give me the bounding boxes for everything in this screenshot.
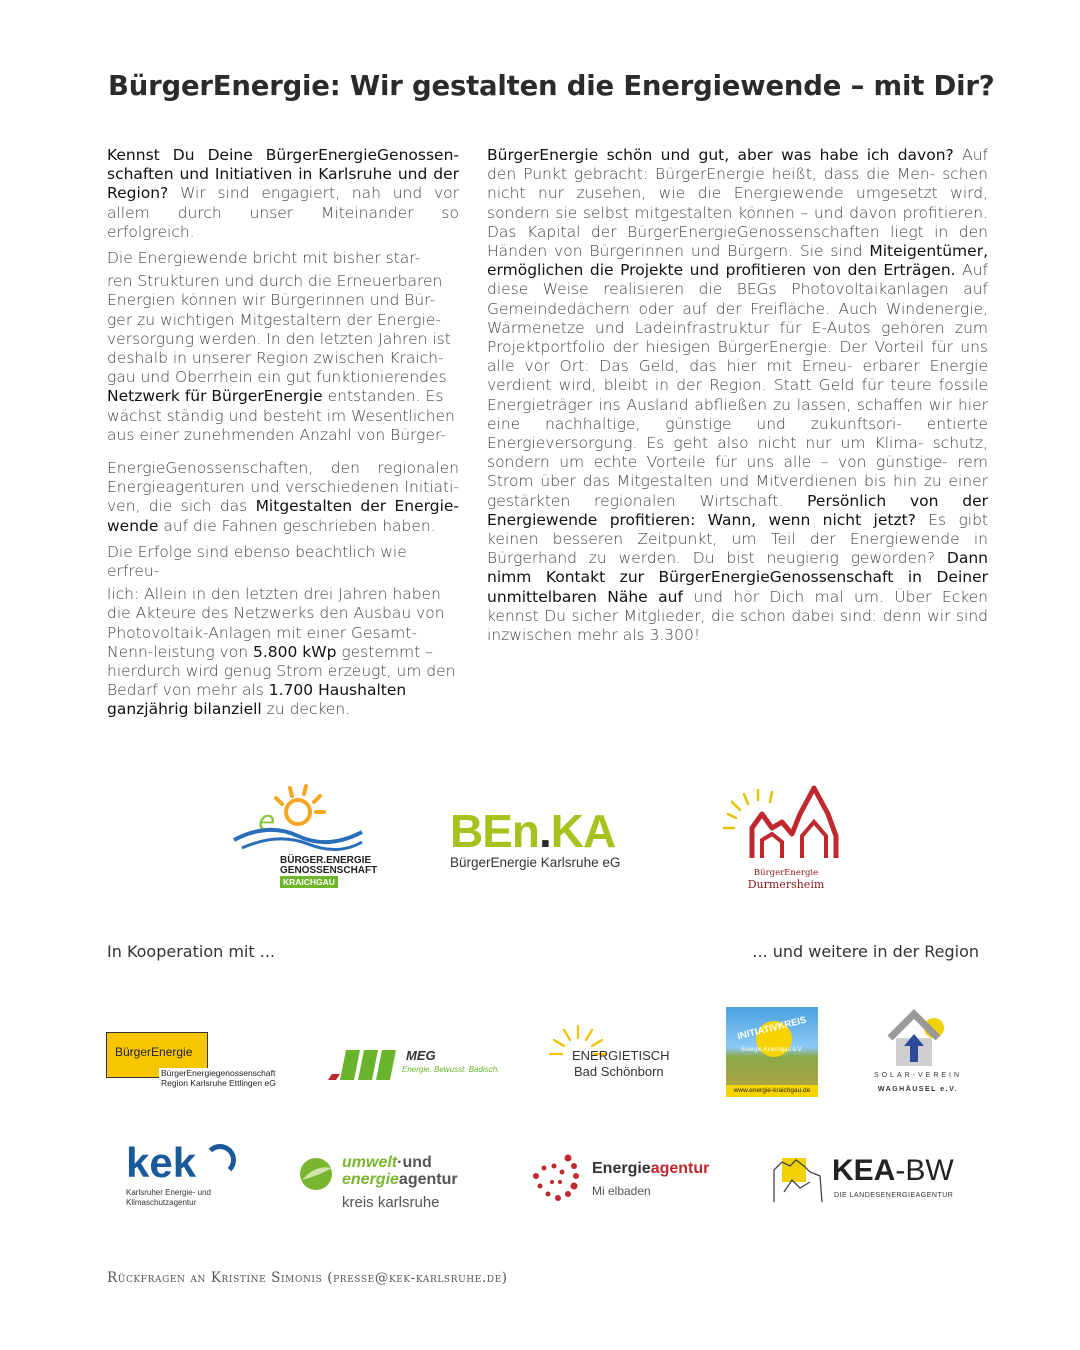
kek-line1: Karlsruher Energie- und <box>126 1188 211 1197</box>
meg-slogan: Energie. Bewusst. Badisch. <box>402 1065 500 1074</box>
cooperatives-text-a: EnergieGenossenschaften, den regionalen Energieagenturen und verschiedenen Initiati-ven, die sich das <box>107 459 459 516</box>
kraichgau-line3: KRAICHGAU <box>280 876 338 888</box>
cooperatives-text-b: auf die Fahnen geschrieben haben. <box>158 516 436 535</box>
kwp-emphasis: 5.800 kWp <box>252 642 337 661</box>
svg-text:e: e <box>258 804 276 837</box>
intro-text: Wir sind engagiert, nah und vor allem durch unser Miteinander so erfolgreich. <box>107 184 459 241</box>
uea-word-umwelt: umwelt <box>342 1154 398 1171</box>
benka-part-c: KA <box>550 805 616 857</box>
network-text-a: ren Strukturen und durch die Erneuerbaren Energien können wir Bürgerinnen und Bür-ger zu wichtigen Mitgestaltern der Energie-versorgung werden. In den letzten Jahren ist deshalb in unserer Region zwischen Kraich-gau und Oberrhein ein gut funktionierendes <box>107 272 451 387</box>
ettlingen-line2: Region Karlsruhe Ettlingen eG <box>161 1077 276 1088</box>
logo-energieagentur-mittelbaden <box>530 1152 730 1208</box>
logo-durmersheim <box>718 784 848 894</box>
logo-umwelt-energieagentur <box>298 1154 498 1214</box>
benefits-paragraph <box>487 146 988 645</box>
logo-kraichgau <box>228 782 378 892</box>
network-paragraph <box>107 272 459 445</box>
kraichgau-line2: GENOSSENSCHAFT <box>280 865 378 876</box>
logo-energietisch <box>548 1024 688 1084</box>
success-text-a: lich: Allein in den letzten drei Jahren haben die Akteure des Netzwerks den Ausbau von Photovoltaik-Anlagen mit einer Gesamt-Nenn-leistung von <box>107 585 445 661</box>
initiativkreis-title: INITIATIVKREIS <box>736 1014 808 1043</box>
kek-name: kek <box>126 1139 197 1186</box>
leaf-icon <box>298 1156 334 1192</box>
network-text-b: entstanden. Es wächst ständig und besteht im Wesentlichen aus einer zunehmenden Anzahl von Bürger- <box>107 387 455 444</box>
dots-swirl-icon <box>530 1152 582 1204</box>
durmersheim-line1: BürgerEnergie <box>753 868 819 878</box>
uea-word-agentur: agentur <box>398 1171 458 1188</box>
benefits-question: BürgerEnergie schön und gut, aber was habe ich davon? <box>487 146 954 164</box>
households-emphasis: 1.700 Haushalten ganzjährig bilanziell <box>107 681 407 719</box>
uea-word-und: ·und <box>397 1154 432 1171</box>
benefits-text-4: und hör Dich mal um. Über Ecken kennst Du sicher Mitglieder, die schon dabei sind: denn wir sind inzwischen mehr als 3.300! <box>487 587 988 645</box>
ettlingen-line1: BürgerEnergiegenossenschaft <box>161 1068 276 1078</box>
success-text-b: gestemmt – hierdurch wird genug Strom erzeugt, um den Bedarf von mehr als <box>107 642 456 700</box>
logo-meg <box>326 1046 506 1082</box>
kea-subtitle: DIE LANDESENERGIEAGENTUR <box>834 1192 954 1199</box>
benka-dot: . <box>539 805 551 857</box>
intro-emphasis: Kennst Du Deine BürgerEnergieGenossenschaften und Initiativen in Karlsruhe und der Region? <box>107 146 459 203</box>
kraichgau-line1: BÜRGER.ENERGIE <box>280 855 372 866</box>
benka-part-a: BEn <box>450 805 539 857</box>
success-line: Die Erfolge sind ebenso beachtlich wie erfreu- <box>107 542 407 581</box>
right-column <box>487 146 988 652</box>
kek-line2: Klimaschutzagentur <box>126 1198 197 1207</box>
footer-contact: Rückfragen an Kristine Simonis (presse@kek-karlsruhe.de) <box>107 1270 508 1286</box>
benefits-text-1: Auf den Punkt gebracht: BürgerEnergie heißt, dass die Men- schen nicht nur zusehen, wie die Energiewende umgesetzt wird, sondern sie selbst mitgestalten können – und davon profitieren. Das Kapital der BürgerEnergieGenossenschaften liegt in den Händen von Bürgerinnen und Bürgern. Sie sind <box>487 146 988 261</box>
uea-word-energie: energie <box>342 1171 399 1188</box>
initiativkreis-subtitle: Energie Kraichgau e.V. <box>741 1047 803 1053</box>
ettlingen-box-label: BürgerEnergie <box>115 1045 193 1059</box>
logo-solarverein <box>862 1006 974 1098</box>
left-column <box>107 146 459 727</box>
further-partners-label: ... und weitere in der Region <box>752 942 979 961</box>
owners-emphasis: Miteigentümer, ermöglichen die Projekte und profitieren von den Erträgen. <box>487 242 988 280</box>
kea-map-icon <box>770 1152 826 1204</box>
cooperatives-emphasis: Mitgestalten der Energie-wende <box>107 497 459 535</box>
benefits-text-3: Es gibt keinen besseren Zeitpunkt, um Teil der Energiewende in Bürgerhand zu werden. Du bist neugierig geworden? <box>487 510 988 568</box>
kooperation-label: In Kooperation mit ... <box>107 942 275 961</box>
logo-benka <box>450 805 640 878</box>
intro-paragraph <box>107 146 459 242</box>
energietisch-line2: Bad Schönborn <box>574 1064 664 1079</box>
kea-word-bw: -BW <box>895 1154 954 1187</box>
solar-house-icon <box>884 1006 954 1070</box>
logo-kea-bw <box>770 1152 960 1208</box>
energietisch-line1: ENERGIETISCH <box>572 1048 670 1063</box>
ea-word-energie: Energie <box>592 1160 651 1177</box>
meg-stripes-icon <box>326 1046 398 1080</box>
solarverein-line1: SOLAR-VEREIN <box>873 1072 963 1079</box>
durmersheim-line2: Durmersheim <box>747 878 825 891</box>
contact-emphasis: Dann nimm Kontakt zur BürgerEnergieGenossenschaft in Deiner unmittelbaren Nähe auf <box>487 549 988 606</box>
uea-region: kreis karlsruhe <box>342 1194 440 1211</box>
success-text-c: zu decken. <box>261 700 351 719</box>
logo-kek <box>126 1139 236 1214</box>
benka-subtitle: BürgerEnergie Karlsruhe eG <box>450 855 621 870</box>
kea-word-kea: KEA <box>832 1154 896 1187</box>
ea-word-agentur: agentur <box>650 1160 710 1177</box>
cooperatives-paragraph <box>107 459 459 536</box>
ea-region: Mi elbaden <box>592 1184 651 1198</box>
durmersheim-emblem-icon <box>718 784 848 864</box>
kraichgau-emblem-icon <box>228 782 368 852</box>
solarverein-line2: WAGHÄUSEL e.V. <box>877 1086 959 1093</box>
page-title: BürgerEnergie: Wir gestalten die Energiewende – mit Dir? <box>108 70 995 102</box>
kek-arc-icon <box>204 1144 236 1176</box>
initiativkreis-url: www.energie-kraichgau.de <box>726 1085 818 1097</box>
success-paragraph <box>107 585 459 719</box>
network-emphasis: Netzwerk für BürgerEnergie <box>107 387 323 406</box>
benefits-text-2: Auf diese Weise realisieren die BEGs Photovoltaikanlagen auf Gemeindedächern oder auf der Freifläche. Auch Windenergie, Wärmenetze und Ladeinfrastruktur für E-Autos gehören zum Projektportfolio der hiesigen BürgerEnergie. Der Vorteil für uns alle vor Ort: Das Geld, das hier mit Erneu- erbarer Energie verdient wird, bleibt in der Region. Statt Geld für teure fossile Energieträger ins Ausland abfließen zu lassen, schaffen wir hier eine nachhaltige, günstige und zukunftsori- entierte Energieversorgung. Es geht also nicht nur um Klima- schutz, sondern um echte Vorteile für uns alle – von günstige- rem Strom über das Mitgestalten und Mitverdienen bis hin zu einer gestärkten regionalen Wirtschaft. <box>487 261 989 510</box>
logo-initiativkreis <box>726 1007 818 1097</box>
profit-emphasis: Persönlich von der Energiewende profitieren: Wann, wenn nicht jetzt? <box>487 491 988 529</box>
meg-name: MEG <box>406 1048 436 1063</box>
transition-line: Die Energiewende bricht mit bisher star- <box>107 249 421 268</box>
logo-ettlingen <box>106 1032 296 1092</box>
